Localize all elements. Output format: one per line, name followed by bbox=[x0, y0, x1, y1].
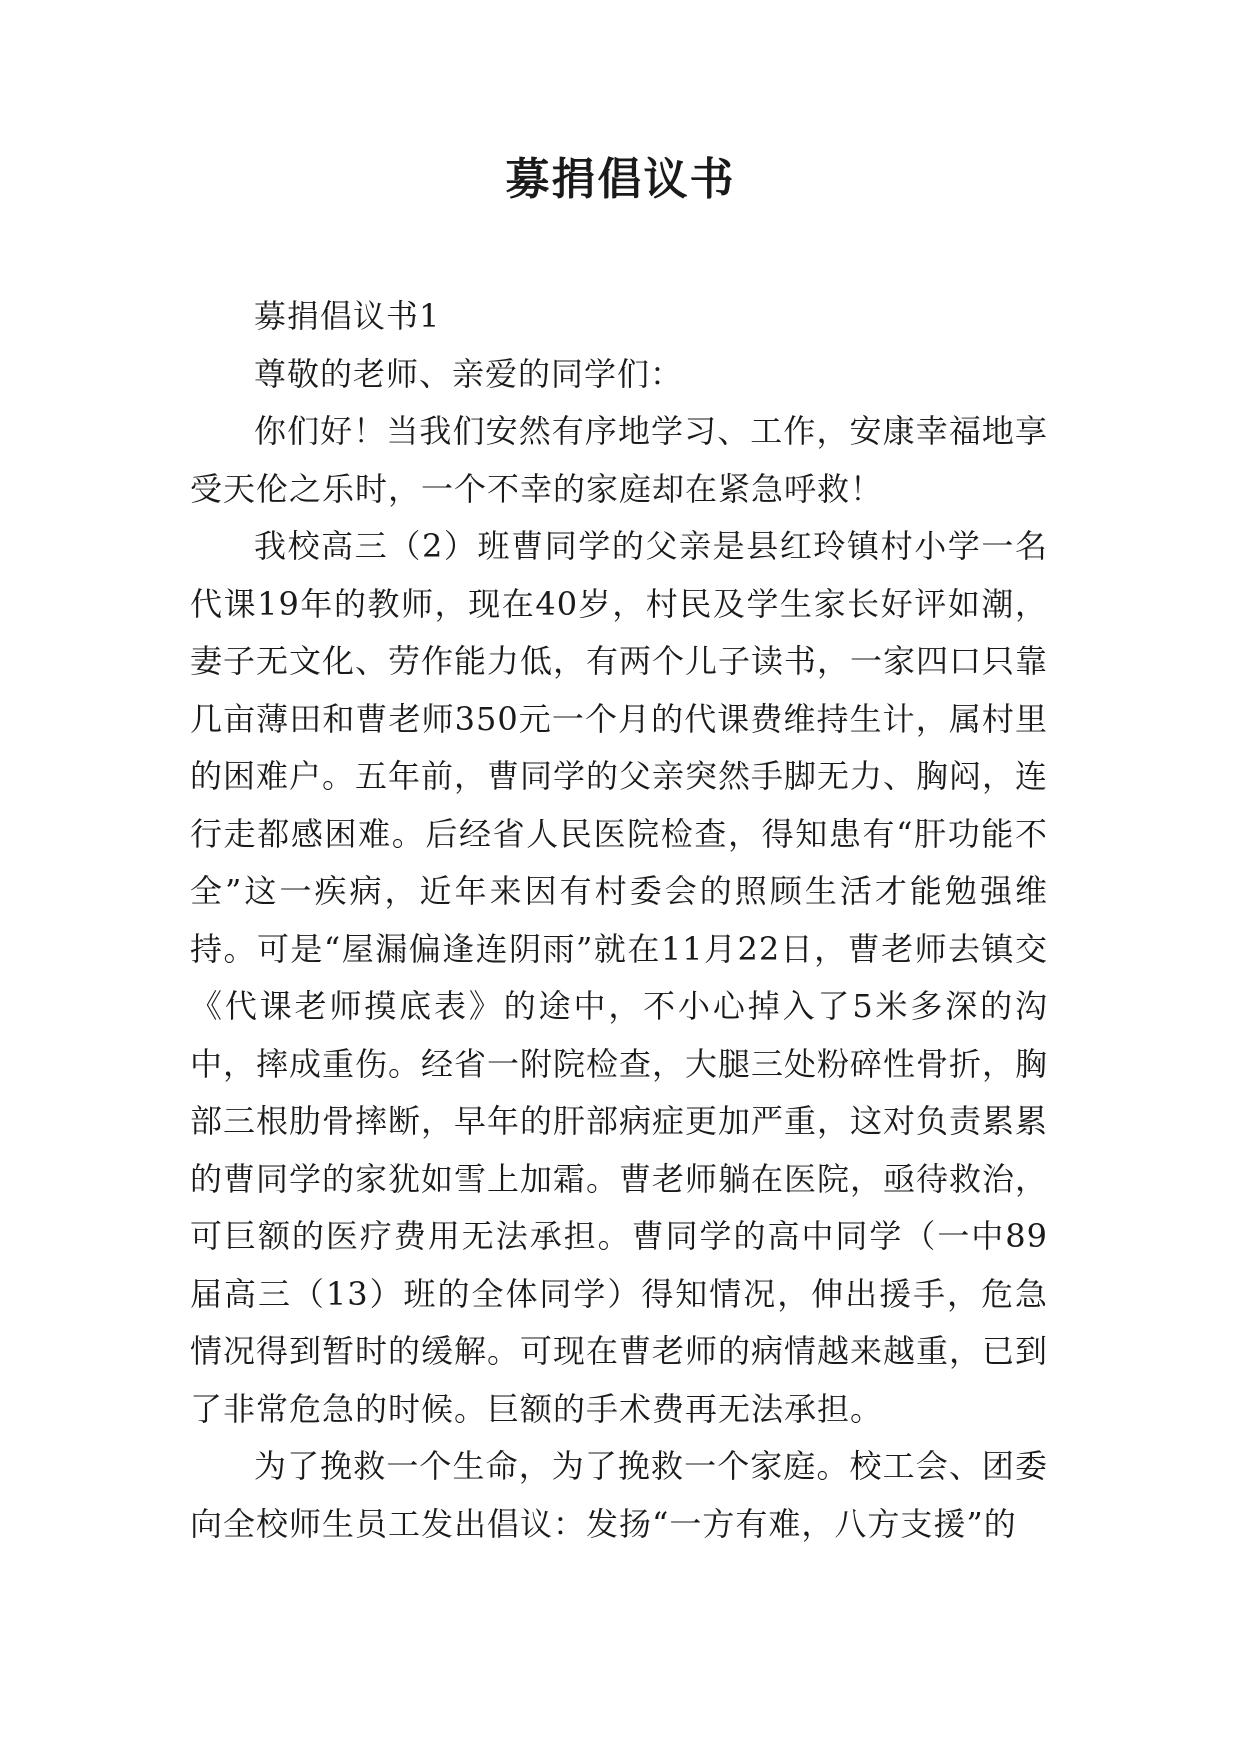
document-title: 募捐倡议书 bbox=[505, 154, 736, 205]
body-paragraph: 为了挽救一个生命，为了挽救一个家庭。校工会、团委向全校师生员工发出倡议：发扬“一方有难，八方支援”的 bbox=[190, 1447, 1048, 1543]
section-heading: 募捐倡议书1 bbox=[254, 297, 441, 335]
salutation: 尊敬的老师、亲爱的同学们： bbox=[254, 354, 684, 393]
document-body bbox=[190, 288, 1048, 1553]
body-paragraph: 我校高三（2）班曹同学的父亲是县红玲镇村小学一名代课19年的教师，现在40岁，村民及学生家长好评如潮，妻子无文化、劳作能力低，有两个儿子读书，一家四口只靠几亩薄田和曹老师350元一个月的代课费维持生计，属村里的困难户。五年前，曹同学的父亲突然手脚无力、胸闷，连行走都感困难。后经省人民医院检查，得知患有“肝功能不全”这一疾病，近年来因有村委会的照顾生活才能勉强维持。可是“屋漏偏逢连阴雨”就在11月22日，曹老师去镇交《代课老师摸底表》的途中，不小心掉入了5米多深的沟中，摔成重伤。经省一附院检查，大腿三处粉碎性骨折，胸部三根肋骨摔断，早年的肝部病症更加严重，这对负责累累的曹同学的家犹如雪上加霜。曹老师躺在医院，亟待救治，可巨额的医疗费用无法承担。曹同学的高中同学（一中89届高三（13）班的全体同学）得知情况，伸出援手，危急情况得到暂时的缓解。可现在曹老师的病情越来越重，已到了非常危急的时候。巨额的手术费再无法承担。 bbox=[190, 527, 1049, 1428]
body-paragraph: 你们好！当我们安然有序地学习、工作，安康幸福地享受天伦之乐时，一个不幸的家庭却在紧急呼救！ bbox=[190, 412, 1048, 508]
